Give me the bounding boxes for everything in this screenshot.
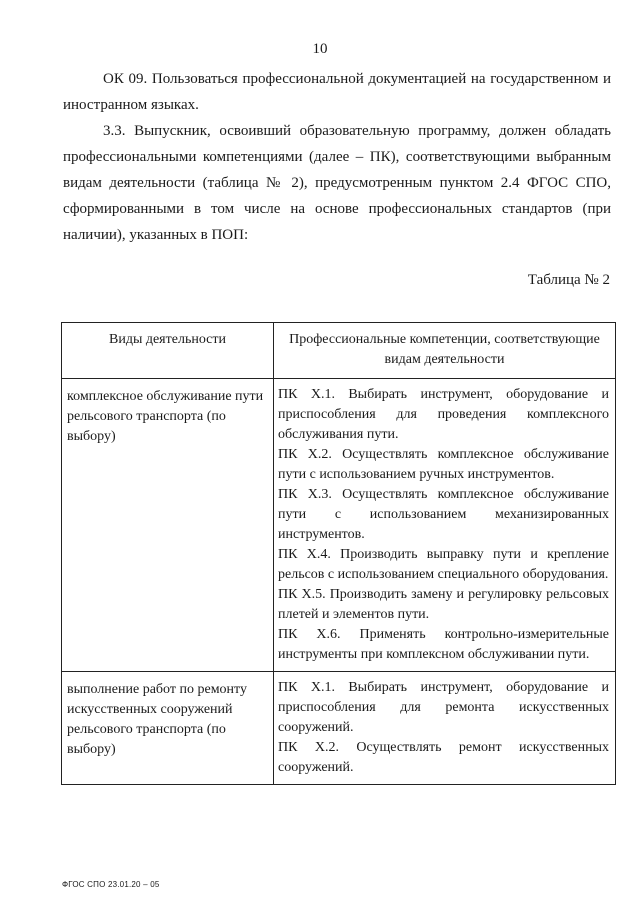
activity-cell: комплексное обслуживание пути рельсового транспорта (по выбору) [62, 379, 274, 672]
document-footer: ФГОС СПО 23.01.20 – 05 [62, 880, 160, 889]
table-header-row [62, 323, 616, 379]
paragraph-text: ОК 09. Пользоваться профессиональной документацией на государственном и иностранном языках. [63, 71, 611, 113]
competency-item: ПК Х.3. Осуществлять комплексное обслуживание пути с использованием механизированных инструментов. [278, 487, 609, 542]
activity-cell: выполнение работ по ремонту искусственных сооружений рельсового транспорта (по выбору) [62, 672, 274, 785]
competency-item: ПК Х.1. Выбирать инструмент, оборудование и приспособления для проведения комплексного обслуживания пути. [278, 387, 609, 442]
competency-item: ПК Х.4. Производить выправку пути и крепление рельсов с использованием специального оборудования. [278, 547, 609, 582]
competency-item: ПК Х.2. Осуществлять комплексное обслуживание пути с использованием ручных инструментов. [278, 447, 609, 482]
table-caption: Таблица № 2 [527, 272, 610, 288]
competency-item: ПК Х.1. Выбирать инструмент, оборудование и приспособления для ремонта искусственных сооружений. [278, 680, 609, 735]
paragraph-3-3 [63, 118, 611, 248]
table-row [62, 379, 616, 672]
competencies-cell [274, 379, 616, 672]
header-activity: Виды деятельности [62, 323, 274, 379]
page-number: 10 [312, 41, 328, 57]
paragraph-ok09 [63, 66, 611, 118]
competency-item: ПК Х.5. Производить замену и регулировку рельсовых плетей и элементов пути. [278, 587, 609, 622]
competencies-table [61, 322, 616, 785]
paragraph-text: 3.3. Выпускник, освоивший образовательную программу, должен обладать профессиональными компетенциями (далее – ПК), соответствующими выбранным видам деятельности (таблица № 2), предусмотренным пунктом 2.4 ФГОС СПО, сформированными в том числе на основе профессиональных стандартов (при наличии), указанных в ПОП: [63, 123, 611, 243]
competency-item: ПК Х.2. Осуществлять ремонт искусственных сооружений. [278, 740, 609, 775]
header-competencies: Профессиональные компетенции, соответствующие видам деятельности [274, 323, 616, 379]
competencies-cell [274, 672, 616, 785]
table-row [62, 672, 616, 785]
competency-item: ПК Х.6. Применять контрольно-измерительные инструменты при комплексном обслуживании пути. [278, 627, 609, 662]
